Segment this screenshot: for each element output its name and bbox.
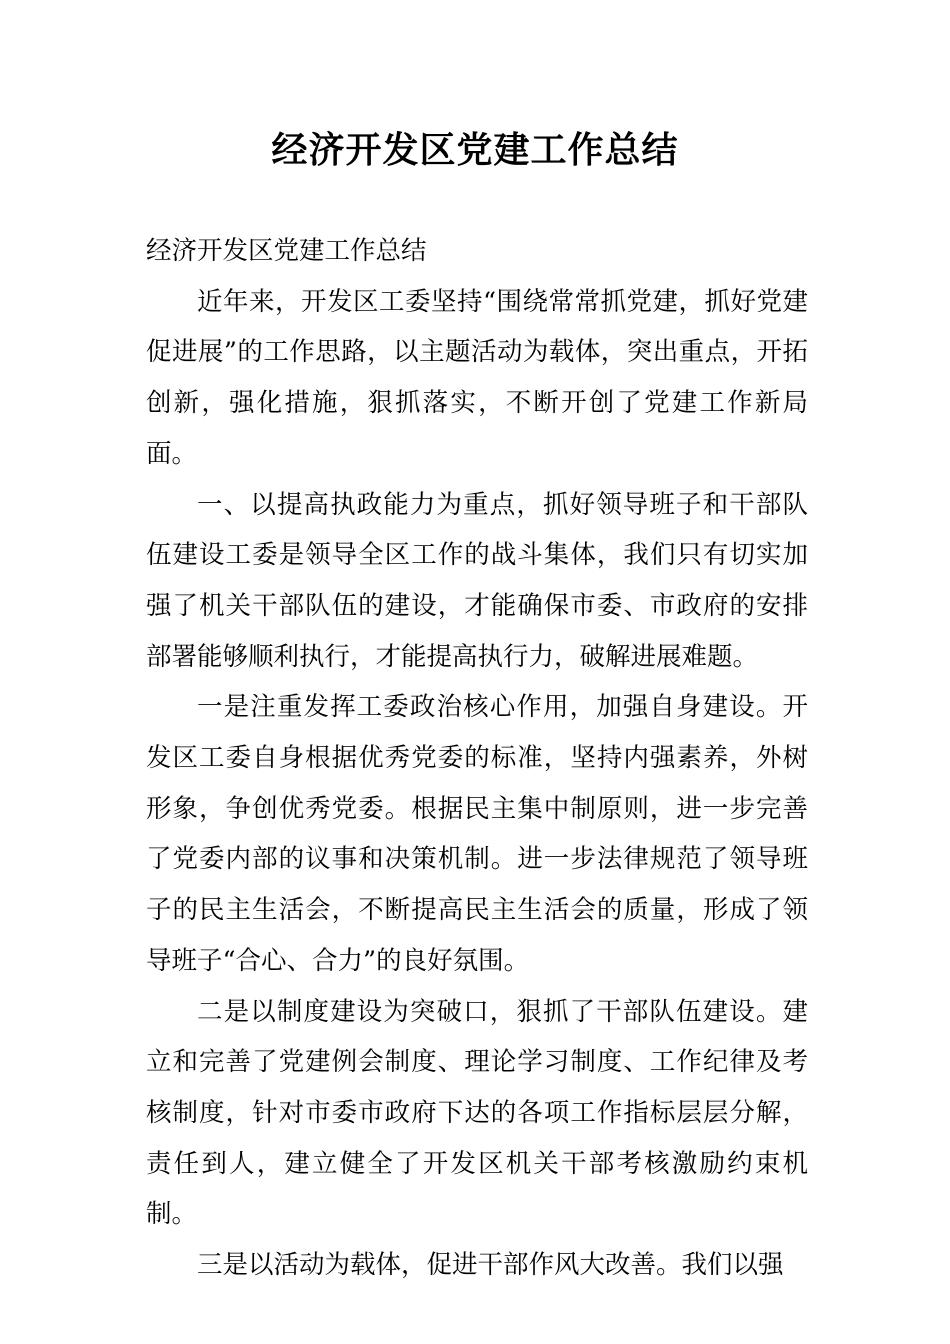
- paragraph-point-two: 二是以制度建设为突破口，狠抓了干部队伍建设。建立和完善了党建例会制度、理论学习制度、工作纪律及考核制度，针对市委市政府下达的各项工作指标层层分解，责任到人，建立健全了开发区机关干部考核激励约束机制。: [146, 996, 808, 1230]
- paragraph-point-one: 一是注重发挥工委政治核心作用，加强自身建设。开发区工委自身根据优秀党委的标准，坚持内强素养，外树形象，争创优秀党委。根据民主集中制原则，进一步完善了党委内部的议事和决策机制。进一步法律规范了领导班子的民主生活会，不断提高民主生活会的质量，形成了领导班子“合心、合力”的良好氛围。: [146, 692, 808, 976]
- document-title: 经济开发区党建工作总结: [271, 130, 679, 171]
- document-subtitle: 经济开发区党建工作总结: [146, 236, 427, 266]
- paragraph-point-three: 三是以活动为载体，促进干部作风大改善。我们以强: [197, 1250, 784, 1281]
- paragraph-section-one: 一、以提高执政能力为重点，抓好领导班子和干部队伍建设工委是领导全区工作的战斗集体，我们只有切实加强了机关干部队伍的建设，才能确保市委、市政府的安排部署能够顺利执行，才能提高执行力，破解进展难题。: [146, 489, 808, 672]
- document-body: [146, 226, 808, 1291]
- paragraph-intro: 近年来，开发区工委坚持“围绕常常抓党建，抓好党建促进展”的工作思路，以主题活动为载体，突出重点，开拓创新，强化措施，狠抓落实，不断开创了党建工作新局面。: [146, 286, 808, 469]
